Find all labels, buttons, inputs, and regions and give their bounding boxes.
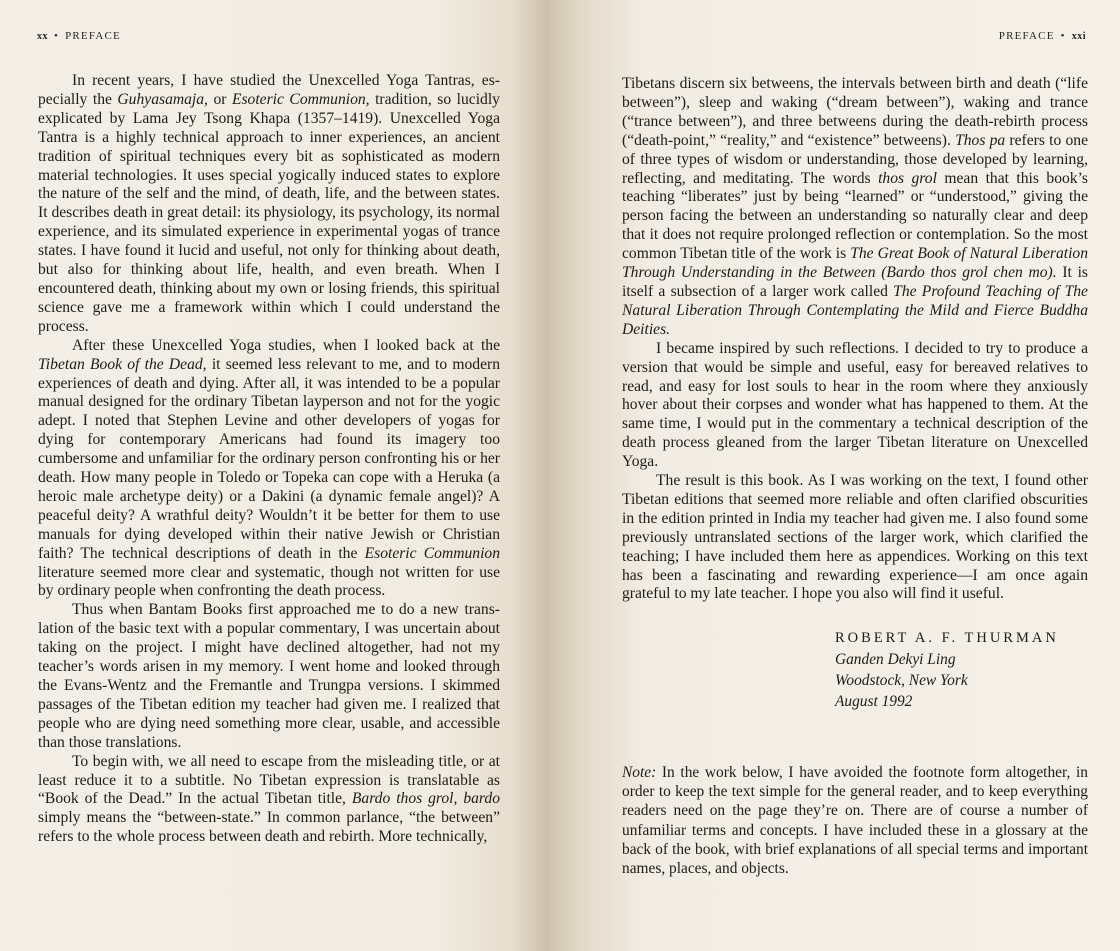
italic-text: Thos pa	[955, 131, 1006, 149]
italic-text: Esoteric Communion,	[231, 90, 370, 108]
italic-text: The Great Book of Natural Liberation Through Understanding in the Between (Bardo thos grol chen mo).	[622, 245, 1088, 282]
paragraph	[38, 72, 500, 337]
paragraph	[38, 753, 500, 848]
note-text: In the work below, I have avoided the footnote form altogether, in order to keep the text simple for the general reader, and to keep everything readers need on the page they’re on. There are of course a number of unfamiliar terms and concepts. I have included these in a glossary at the back of the book, with brief explanations of all special terms and important names, places, and objects.	[622, 764, 1088, 878]
italic-text: thos grol	[878, 169, 937, 187]
left-body-text	[38, 72, 500, 847]
italic-text: Esoteric Communion	[364, 544, 500, 562]
paragraph	[622, 472, 1088, 604]
italic-text: Bardo thos grol, bardo	[351, 790, 500, 808]
note-label: Note:	[622, 764, 657, 781]
text-run: or	[207, 90, 232, 108]
italic-text: The Profound Teaching of The Natural Liberation Through Contemplating the Mild and Fierce Buddha Deities.	[622, 282, 1088, 338]
paragraph	[38, 337, 500, 602]
text-run: literature seemed more clear and systematic, though not written for use by ordinary people when confronting the death process.	[38, 563, 500, 600]
running-head-title: PREFACE	[65, 30, 121, 42]
text-run: mean that this book’s teaching “liberates” just by being “learned” or “understood,” giving the person facing the between an understanding so naturally clear and deep that it does not require prolonged reflection or contemplation. So the most common Tibetan title of the work is	[622, 169, 1088, 263]
text-run: It is itself a subsection of a larger work called	[622, 264, 1088, 300]
signature-date: August 1992	[835, 693, 913, 710]
text-run: Thus when Bantam Books first approached me to do a new translation of the basic text with a popular commentary, I was uncertain about taking on the project. I might have declined altogether, had not my teacher’s words arisen in my memory. I went home and looked through the Evans-Wentz and the Fremantle and Trungpa versions. I skimmed passages of the Tibetan edition my teacher had given me. I realized that people who are dying need something more clear, usable, and accessible than those translations.	[38, 601, 500, 751]
italic-text: Tibetan Book of the Dead,	[38, 355, 207, 373]
paragraph	[622, 340, 1088, 472]
author-name: ROBERT A. F. THURMAN	[835, 630, 1059, 646]
signature-place: Ganden Dekyi Ling	[835, 651, 956, 668]
italic-text: Guhyasamaja,	[117, 90, 208, 108]
text-run: I became inspired by such reflections. I decided to try to produce a version that would be simple and useful, easy for bereaved relatives to read, and easy for lost souls to hear in the room where they anxiously hover about their corpses and wonder what has happened to them. At the same time, I would put in the commentary a technical description of the death process gleaned from the larger Tibetan literature on Unexcelled Yoga.	[622, 339, 1088, 471]
page-number: xx	[37, 31, 48, 42]
text-run: In recent years, I have studied the Unexcelled Yoga Tantras, especially the	[38, 72, 500, 108]
right-running-head	[999, 30, 1086, 42]
left-page	[0, 0, 545, 951]
text-run: To begin with, we all need to escape from the misleading title, or at least reduce it to a subtitle. No Tibetan expression is translatable as “Book of the Dead.” In the actual Tibetan title,	[38, 752, 500, 808]
left-running-head	[37, 30, 121, 42]
paragraph	[622, 75, 1088, 340]
text-run: it seemed less relevant to me, and to modern experiences of death and dying. After all, it was intended to be a popular manual designed for the ordinary Tibetan layperson and not for the yogic adept. I noted that Stephen Levine and other developers of yogas for dying for contemporary Americans had found its imagery too cumbersome and unfamiliar for the ordinary person confronting his or her death. How many people in Toledo or Topeka can cope with a Heruka (a heroic male archetype deity) or a Dakini (a dynamic female angel)? A peaceful deity? A wrathful deity? Wouldn’t it be better for them to use manuals for dying developed within their native Jewish or Christian faith? The technical descriptions of death in the	[38, 355, 500, 562]
page-number: xxi	[1071, 31, 1086, 42]
right-page	[545, 0, 1120, 951]
separator-dot: •	[1060, 30, 1066, 42]
signature-block	[835, 628, 1059, 712]
running-head-title: PREFACE	[998, 30, 1055, 42]
signature-location: Woodstock, New York	[835, 672, 968, 689]
text-run: After these Unexcelled Yoga studies, when I looked back at the	[72, 336, 500, 354]
text-run: Tibetans discern six betweens, the intervals between birth and death (“life between”), sleep and waking (“dream between”), waking and trance (“trance between”), and three betweens during the death-rebirth process (“death-point,” “reality,” and “existence” betweens).	[622, 75, 1088, 149]
text-run: simply means the “between-state.” In common parlance, “the between” refers to the whole process between death and rebirth. More technically,	[38, 809, 500, 846]
right-body-text	[622, 75, 1088, 604]
paragraph	[38, 601, 500, 752]
text-run: tradition, so lucidly explicated by Lama Jey Tsong Khapa (1357–1419). Unexcelled Yoga Tantra is a highly technical approach to inner experiences, an ancient tradition of spiritual techniques every bit as sophisticated as modern material technologies. It uses special yogically induced states to explore the nature of the self and the mind, of death, life, and the between states. It describes death in great detail: its physiology, its psychology, its normal experience, and its simulated experience in experimental yogas of trance states. I have found it lucid and useful, not only for thinking about death, but also for thinking about life, health, and even breath. When I encountered death, thinking about my own or losing friends, this spiritual science gave me a framework within which I could understand the process.	[38, 90, 500, 335]
text-run: refers to one of three types of wisdom or understanding, those developed by learning, reflecting, and meditating. The words	[622, 131, 1088, 187]
text-run: The result is this book. As I was working on the text, I found other Tibetan editions that seemed more reliable and often clarified obscurities in the edition printed in India my teacher had given me. I also found some previously untranslated sections of the larger work, which clarified the teaching; I have included them here as appendices. Working on this text has been a fascinating and rewarding experience—I am once again grateful to my late teacher. I hope you also will find it useful.	[622, 472, 1088, 603]
preface-note	[622, 763, 1088, 878]
separator-dot: •	[54, 30, 60, 42]
